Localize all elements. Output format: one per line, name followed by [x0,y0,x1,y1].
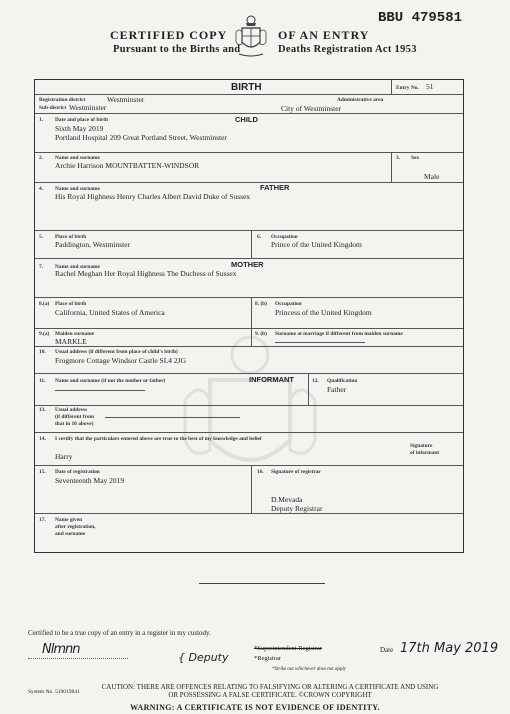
date-of-registration-label: Date of registration [55,469,100,475]
father-name-label: Name and surname [55,186,100,192]
informant-address-line [105,417,240,418]
certification-statement: I certify that the particulars entered above are true to the best of my knowledge and belief [55,436,262,442]
section-father: FATHER [260,183,290,192]
registration-district-label: Registration district [39,97,86,103]
mother-place-of-birth-value: California, United States of America [55,308,165,317]
mother-name-value: Rachel Meghan Her Royal Highness The Duchess of Sussex [55,269,237,278]
field-11-number: 11. [39,378,46,384]
administrative-area-label: Administrative area [337,97,384,103]
registrar-name-value: D.Mevada [271,495,303,504]
field-17-number: 17. [39,517,46,523]
royal-coat-of-arms-emblem [234,14,268,60]
signature-of-informant-label-1: Signature [410,443,433,449]
header-of-an-entry: OF AN ENTRY [278,28,370,42]
serial-number: BBU 479581 [378,10,463,26]
informant-address-label-2: (if different from [55,414,95,420]
usual-address-label: Usual address (if different from place of child's birth) [55,349,178,355]
field-1-number: 1. [39,117,44,123]
deputy-handwritten: { Deputy [178,651,229,664]
section-mother: MOTHER [231,260,264,269]
child-name-value: Archie Harrison MOUNTBATTEN-WINDSOR [55,161,200,170]
sex-value: Male [424,172,440,181]
name-given-label-3: and surname [55,531,86,537]
maiden-surname-value: MARKLE [55,337,87,346]
mother-occupation-value: Princess of the United Kingdom [275,308,372,317]
strike-out-note: *Strike out whichever does not apply [272,667,347,672]
header-act: Deaths Registration Act 1953 [278,44,417,55]
father-name-value: His Royal Highness Henry Charles Albert David Duke of Sussex [55,192,251,201]
child-name-label: Name and surname [55,155,100,161]
name-given-label-2: after registration, [55,524,96,530]
surname-at-marriage-line [275,342,365,343]
section-informant: INFORMANT [249,375,294,384]
field-10-number: 10. [39,349,46,355]
separator-line [199,583,325,584]
name-given-label-1: Name given [55,517,83,523]
sub-district-value: Westminster [69,103,107,112]
signature-of-informant-label-2: of informant [410,450,440,456]
entry-no-label: Entry No. [396,85,419,91]
field-4-number: 4. [39,186,44,192]
date-label: Date [380,646,394,654]
form-title: BIRTH [231,82,262,93]
header-certified-copy: CERTIFIED COPY [110,28,228,42]
informant-name-line [55,390,145,391]
signature-of-registrar-label: Signature of registrar [271,469,321,475]
section-child: CHILD [235,115,258,124]
usual-address-value: Frogmore Cottage Windsor Castle SL4 2JG [55,356,187,365]
field-15-number: 15. [39,469,46,475]
father-occupation-label: Occupation [271,234,298,240]
sex-label: Sex [411,155,420,161]
date-of-registration-value: Seventeenth May 2019 [55,476,125,485]
entry-no-value: 51 [426,82,434,91]
field-9a-number: 9.(a) [39,331,50,337]
certified-true-copy-text: Certified to be a true copy of an entry in a register in my custody. [28,629,211,637]
caution-line-1: CAUTION: THERE ARE OFFENCES RELATING TO FALSIFYING OR ALTERING A CERTIFICATE AND USING [101,683,439,691]
identity-warning: WARNING: A CERTIFICATE IS NOT EVIDENCE OF IDENTITY. [130,703,380,712]
field-8b-number: 8. (b) [255,301,267,307]
field-14-number: 14. [39,436,46,442]
registration-district-value: Westminster [107,95,145,104]
header-pursuant: Pursuant to the Births and [113,44,241,55]
field-3-number: 3. [396,155,401,161]
mother-name-label: Name and surname [55,264,100,270]
qualification-label: Qualification [327,378,358,384]
field-16-number: 16. [257,469,264,475]
signature-dotted-line [28,658,128,659]
mother-place-of-birth-label: Place of birth [55,301,87,307]
field-6-number: 6. [257,234,262,240]
father-place-of-birth-value: Paddington, Westminster [55,240,131,249]
birth-entry-form [34,79,464,553]
informant-address-label-1: Usual address [55,407,88,413]
system-number: System No. 519019841 [28,689,80,695]
field-7-number: 7. [39,264,44,270]
informant-address-label-3: that in 10 above) [55,421,94,427]
father-place-of-birth-label: Place of birth [55,234,87,240]
date-place-of-birth-label: Date and place of birth [55,117,109,123]
mother-occupation-label: Occupation [275,301,302,307]
registrar-text: *Registrar [254,655,282,662]
place-of-birth-value: Portland Hospital 209 Great Portland Street, Westminster [55,133,227,142]
certificate-date-handwritten: 17th May 2019 [400,641,499,656]
field-12-number: 12. [312,378,319,384]
qualification-value: Father [327,385,347,394]
date-of-birth-value: Sixth May 2019 [55,124,104,133]
field-5-number: 5. [39,234,44,240]
informant-signature-value: Harry [55,452,73,461]
administrative-area-value: City of Westminster [281,104,342,113]
field-2-number: 2. [39,155,44,161]
superintendent-registrar-text: *Superintendent Registrar [254,645,323,652]
field-9b-number: 9. (b) [255,331,267,337]
custodian-signature: Nlmnn [42,642,80,657]
father-occupation-value: Prince of the United Kingdom [271,240,362,249]
field-13-number: 13. [39,407,46,413]
informant-name-label: Name and surname (if not the mother or father) [55,378,166,384]
maiden-surname-label: Maiden surname [55,331,95,337]
field-8a-number: 8.(a) [39,301,50,307]
sub-district-label: Sub-district [39,105,67,111]
surname-at-marriage-label: Surname at marriage if different from maiden surname [275,331,403,337]
registrar-title-value: Deputy Registrar [271,504,323,513]
caution-line-2: OR POSSESSING A FALSE CERTIFICATE. ©CROWN COPYRIGHT [168,691,372,699]
